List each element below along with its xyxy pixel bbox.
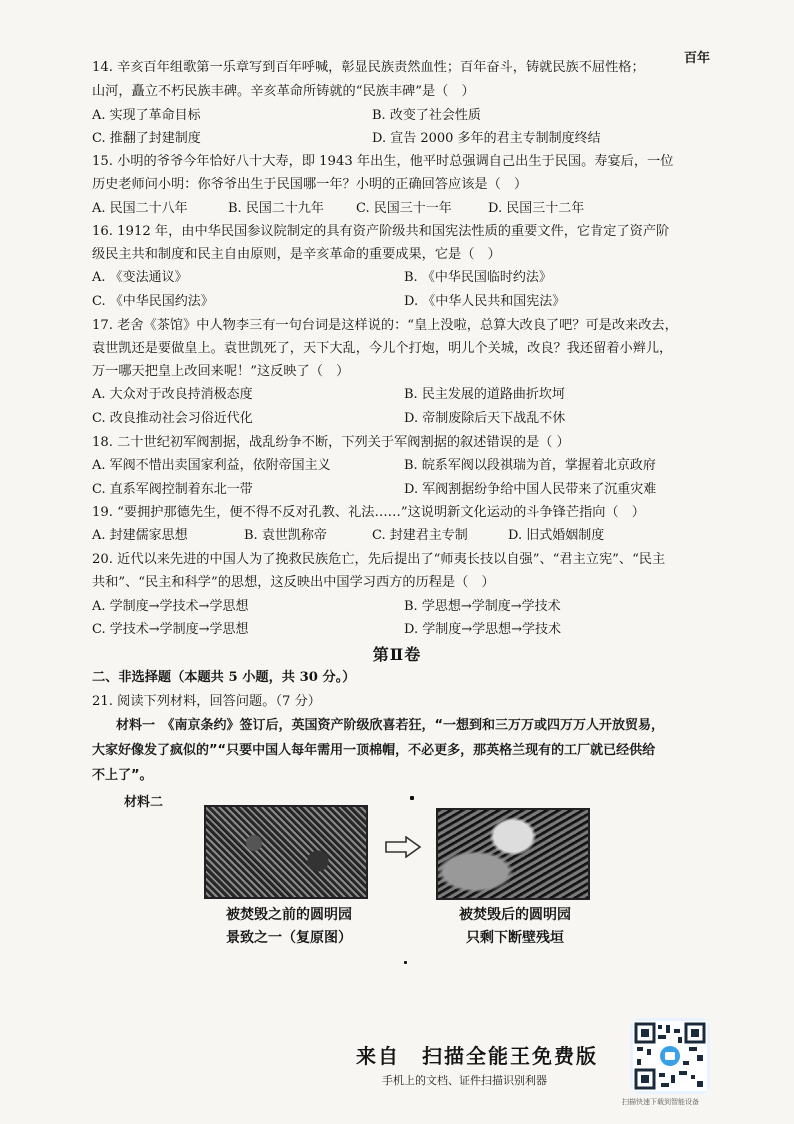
q15-option-c: C. 民国三十一年 [356,201,452,216]
yuanmingyuan-before-image [204,805,368,899]
q16-option-d: D. 《中华人民共和国宪法》 [404,294,566,309]
qr-code-icon [633,1021,707,1091]
section-2-title: 第Ⅱ卷 [372,645,422,664]
qr-code-caption: 扫描快速下载到智能设备 [622,1098,699,1106]
q18-option-a: A. 军阀不惜出卖国家利益，依附帝国主义 [92,458,331,473]
q14-option-b: B. 改变了社会性质 [372,108,481,123]
q14-stem-line1: 14. 辛亥百年组歌第一乐章写到百年呼喊，彰显民族责然血性；百年奋斗，铸就民族不屈性格； [92,60,645,75]
caption-after-line2: 只剩下断壁残垣 [466,930,564,946]
scan-speck [410,796,414,800]
right-arrow-icon [384,836,422,858]
q18-option-d: D. 军阀割据纷争给中国人民带来了沉重灾难 [404,482,657,497]
q16-option-c: C. 《中华民国约法》 [92,294,214,309]
material-1-line2: 大家好像发了疯似的”“只要中国人每年需用一顶棉帽，不必更多，那英格兰现有的工厂就已经供给 [92,743,656,758]
q17-stem-line2: 袁世凯还是要做皇上。袁世凯死了，天下大乱，今儿个打炮，明儿个关城，改良？我还留着小辫儿， [92,341,673,356]
q15-option-b: B. 民国二十九年 [228,201,324,216]
q16-option-b: B. 《中华民国临时约法》 [404,270,552,285]
q19-option-c: C. 封建君主专制 [372,528,468,543]
material-1-line3: 不上了”。 [92,768,153,783]
q16-option-a: A. 《变法通议》 [92,270,188,285]
material-2-label: 材料二 [124,795,164,810]
q20-stem-line1: 20. 近代以来先进的中国人为了挽救民族危亡，先后提出了“师夷长技以自强”、“君主立宪”、“民主 [92,552,666,567]
q17-option-d: D. 帝制废除后天下战乱不休 [404,411,566,426]
caption-before-line1: 被焚毁之前的圆明园 [226,907,352,923]
q20-option-b: B. 学思想→学制度→学技术 [404,599,561,614]
q16-stem-line2: 级民主共和制度和民主自由原则，是辛亥革命的重要成果，它是（ ） [92,247,501,262]
q14-option-d: D. 宣告 2000 多年的君主专制制度终结 [372,131,601,146]
qr-code[interactable] [630,1018,710,1094]
q17-option-c: C. 改良推动社会习俗近代化 [92,411,253,426]
scanner-watermark-tagline: 手机上的文档、证件扫描识别利器 [382,1074,547,1087]
q19-option-a: A. 封建儒家思想 [92,528,188,543]
q14-option-a: A. 实现了革命目标 [92,108,201,123]
q15-stem-line1: 15. 小明的爷爷今年恰好八十大寿，即 1943 年出生，他平时总强调自己出生于民国。寿宴后，一位 [92,154,674,169]
q17-stem-line3: 万一哪天把皇上改回来呢！”这反映了（ ） [92,364,350,379]
q18-option-b: B. 皖系军阀以段祺瑞为首，掌握着北京政府 [404,458,656,473]
q16-stem-line1: 16. 1912 年，由中华民国参议院制定的具有资产阶级共和国宪法性质的重要文件，它肯定了资产阶 [92,224,670,239]
q18-stem-line1: 18. 二十世纪初军阀割据，战乱纷争不断，下列关于军阀割据的叙述错误的是（ ） [92,435,570,450]
section-2-heading: 二、非选择题（本题共 5 小题，共 30 分。） [92,670,356,685]
q15-option-a: A. 民国二十八年 [92,201,188,216]
caption-after-line1: 被焚毁后的圆明园 [459,907,571,923]
q17-option-b: B. 民主发展的道路曲折坎坷 [404,387,565,402]
caption-before-line2: 景致之一（复原图） [226,930,352,946]
q17-stem-line1: 17. 老舍《茶馆》中人物李三有一句台词是这样说的：“皇上没啦，总算大改良了吧？可是改来改去， [92,318,678,333]
q19-option-d: D. 旧式婚姻制度 [508,528,605,543]
yuanmingyuan-ruins-image [436,808,590,900]
q14-option-c: C. 推翻了封建制度 [92,131,201,146]
q19-option-b: B. 袁世凯称帝 [244,528,327,543]
q20-option-d: D. 学制度→学思想→学技术 [404,622,562,637]
q19-stem-line1: 19. “要拥护那德先生，便不得不反对孔教、礼法……”这说明新文化运动的斗争锋芒指向（ ） [92,505,645,520]
q14-stem-line2: 山河，矗立不朽民族丰碑。辛亥革命所铸就的“民族丰碑”是（ ） [92,84,475,99]
q20-option-a: A. 学制度→学技术→学思想 [92,599,249,614]
scan-speck [404,961,407,964]
q20-stem-line2: 共和”、“民主和科学”的思想，这反映出中国学习西方的历程是（ ） [92,575,495,590]
q21-stem: 21. 阅读下列材料，回答问题。（7 分） [92,694,321,709]
material-1-line1: 材料一 《南京条约》签订后，英国资产阶级欣喜若狂，“一想到和三万万或四万万人开放贸易， [116,718,665,733]
q17-option-a: A. 大众对于改良持消极态度 [92,387,253,402]
scanner-watermark-brand: 来自 扫描全能王免费版 [356,1044,598,1068]
q15-stem-line2: 历史老师问小明：你爷爷出生于民国哪一年？小明的正确回答应该是（ ） [92,177,528,192]
q20-option-c: C. 学技术→学制度→学思想 [92,622,249,637]
q15-option-d: D. 民国三十二年 [488,201,585,216]
margin-handwriting: 百年 [684,51,711,66]
q18-option-c: C. 直系军阀控制着东北一带 [92,482,253,497]
